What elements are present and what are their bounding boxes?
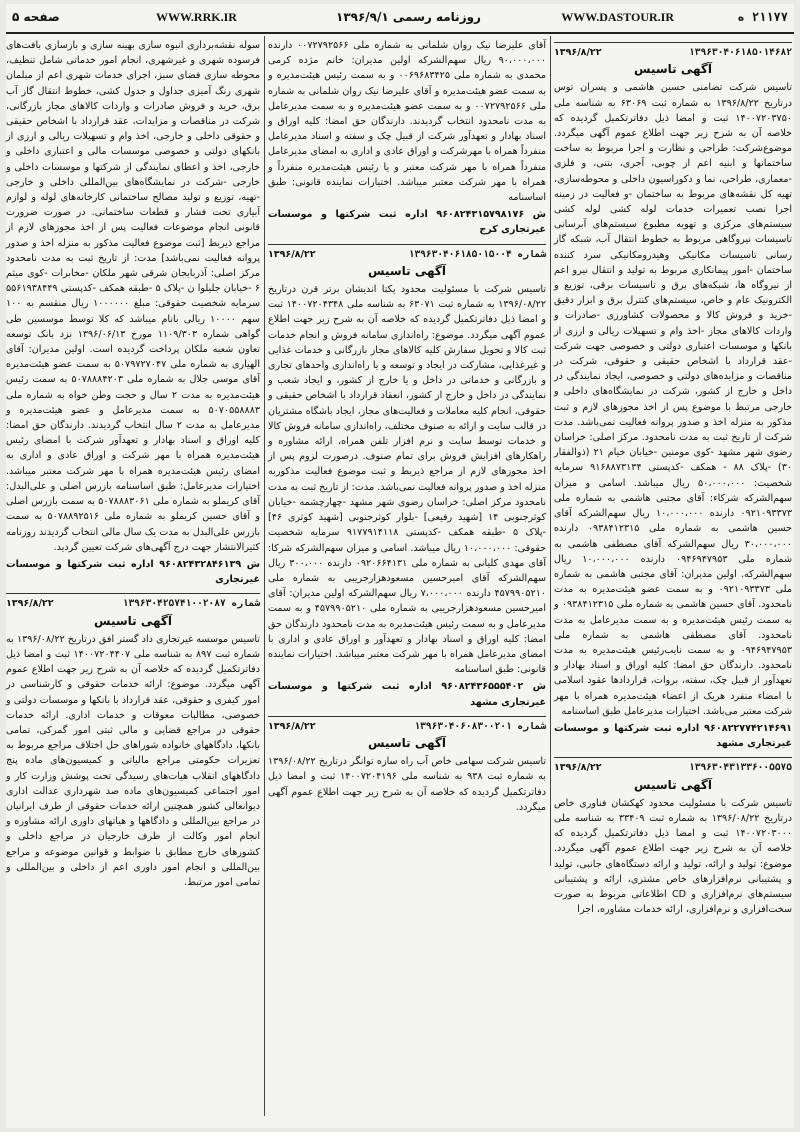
site-link-dastour[interactable]: WWW.DASTOUR.IR xyxy=(561,10,674,24)
page-number: صفحه ۵ xyxy=(12,10,60,24)
column-divider xyxy=(550,36,551,866)
page-header xyxy=(6,4,794,34)
announcement-footer: ش ۹۶۰۸۲۴۳۶۵۵۵۴۰۲ اداره ثبت شرکتها و موسسات غیرتجاری مشهد xyxy=(268,681,546,708)
announcement-meta xyxy=(554,42,792,60)
announcement-meta xyxy=(268,244,546,262)
announcement-date: ۱۳۹۶/۸/۲۲ xyxy=(554,47,602,58)
announcement xyxy=(268,244,546,710)
column-middle xyxy=(268,38,546,868)
announcement-footer: ۹۶۰۸۲۲۷۷۴۲۱۴۶۹۱ اداره ثبت شرکتها و موسسات غیرتجاری مشهد xyxy=(554,722,792,750)
announcement-footer: ش ۹۶۰۸۲۴۳۲۸۴۶۱۳۹ اداره ثبت شرکتها و موسسات غیرتجاری xyxy=(6,558,260,586)
announcement-title: آگهی تاسیس xyxy=(93,613,172,628)
announcement-date: ۱۳۹۶/۸/۲۲ xyxy=(268,720,316,732)
announcement-meta xyxy=(554,757,792,775)
announcement xyxy=(6,38,260,587)
registry-number: شماره ۱۳۹۶۳۰۴۰۶۰۸۳۰۰۲۰۱ xyxy=(414,720,546,732)
announcement-title: آگهی تاسیس xyxy=(633,62,712,77)
registry-number: شماره ۱۳۹۶۳۰۴۲۵۷۴۱۰۰۲۰۸۷ xyxy=(122,598,260,610)
announcement xyxy=(268,716,546,815)
registry-number: شماره ۱۳۹۶۳۰۴۰۶۱۸۵۰۱۵۰۰۴ xyxy=(408,248,546,260)
announcement-title: آگهی تاسیس xyxy=(367,263,446,278)
announcement-body: تاسیس شرکت با مسئولیت محدود یکتا اندیشان برتر قرن درتاریخ ۱۳۹۶/۰۸/۲۲ به شماره ثبت ۶۳۰۷۱ به شناسه ملی ۱۴۰۰۷۲۰۴۳۴۸ ثبت و امضا ذیل دفاترتکمیل گردیده که خلاصه آن به شرح زیر جهت اطلاع عموم آگهی میگردد. موضوع: راه‌اندازی سامانه فروش و انجام خدمات ثبت کالا و تحویل سفارش کلیه کالاهای مجاز بازرگانی و خدمات غذایی و غیرغذایی، مشارکت در ایجاد و توسعه و یا راه‌اندازی واحدهای تجاری و بازرگانی و خدماتی در داخل و یا خارج از کشور، و ایجاد شعب و نمایندگی در داخل و خارج از کشور، انعقاد قرارداد با اشخاص حقیقی و حقوقی، انجام کلیه معاملات و فعالیت‌های مجاز، ایجاد باشگاه مشتریان در قالب سایت و ارائه به صنوف مختلف، راه‌اندازی سامانه فروش کالا و خدمات توسط سایت و نرم افزار تلفن همراه، ارائه مشاوره و راهکارهای افزایش فروش برای تمام صنوف. درصورت لزوم پس از اخذ مجوزهای لازم از مراجع ذیربط و ثبت موضوع فعالیت مذکوربه منزله اخذ و صدور پروانه فعالیت نمی‌باشد. مدت: از تاریخ ثبت به مدت نامحدود مرکز اصلی: خراسان رضوی شهر مشهد -چهارچشمه -خیابان کوثرجنوبی ۱۴ [شهید رفیعی] -بلوار کوثرجنوبی [شهید کوثری ۴۶] -پلاک ۵ -طبقه همکف -کدپستی ۹۱۷۷۹۱۴۱۱۸ سرمایه شخصیت حقوقی: ۱۰،۰۰۰،۰۰۰ ریال میباشد. اسامی و میزان سهم‌الشرکه شرکا: آقای مهدی کلیانی به شماره ملی ۰۹۲۰۶۶۴۱۳۱ دارنده ۳۰۰،۰۰۰ ریال سهم‌الشرکه آقای امیرحسین مسعودهزارجریبی به شماره ملی ۴۵۷۹۹۰۵۲۱۰ دارنده ۷،۰۰۰،۰۰۰ ریال سهم‌الشرکه اولین مدیران: آقای امیرحسین مسعودهزارجریبی به شماره ملی ۴۵۷۹۹۰۵۲۱۰ و به سمت مدیرعامل و به سمت رئیس هیئت‌مدیره به مدت نامحدود دارندگان حق امضا: کلیه اوراق و اسناد بهادار و تعهدآور و اوراق عادی و اداری با امضای مدیرعامل همراه با مهر شرکت معتبر میباشد. اختیارات نماینده قانونی: طبق اساسنامه xyxy=(268,284,547,676)
announcement-title: آگهی تاسیس xyxy=(367,735,446,750)
announcement-body: تاسیس شرکت با مسئولیت محدود کهکشان فناوری خاص درتاریخ ۱۳۹۶/۰۸/۲۲ به شماره ثبت ۳۳۴۰۹ به شناسه ملی ۱۴۰۰۷۲۰۳۰۰۰ ثبت و امضا ذیل دفاترتکمیل گردیده که خلاصه آن به شرح زیر جهت اطلاع عموم آگهی میگردد. موضوع: تولید و ارائه، تولید و ارائه دستگاه‌های جانبی، تولید و پشتیبانی نرم‌افزارهای خاص مشتری، ارائه و پشتیبانی سیستم‌های نرم‌افزاری و CD اطلاعاتی مربوط به صورت سخت‌افزاری و نرم‌افزاری، ارائه خدمات مشاوره، اجرا xyxy=(554,797,792,916)
registry-number: ۱۳۹۶۳۰۴۳۱۳۳۶۰۰۵۵۷۵ xyxy=(689,762,792,774)
newspaper-page xyxy=(6,4,794,1128)
column-divider xyxy=(264,36,265,1116)
announcement-title: آگهی تاسیس xyxy=(633,777,712,792)
announcement xyxy=(6,593,260,890)
announcement-body: تاسیس شرکت تضامنی حسین هاشمی و پسران توس درتاریخ ۱۳۹۶/۸/۲۲ به شماره ثبت ۶۳۰۶۹ به شناسه ملی ۱۴۰۰۷۲۰۳۷۵۰ ثبت و امضا ذیل دفاترتکمیل گردیده که خلاصه آن به شرح زیر جهت اطلاع عموم آگهی میگردد. موضوع‌شرکت: طراحی و نظارت و اجرا مربوط به ساخت ساختمانها و ابنیه اعم از چوبی، آجری، بتنی، و فلزی -معماری، طراحی، نما و دکوراسیون داخلی و محوطه‌سازی، تهیه کل نقشه‌های مربوط به ساختمان -و فعالیت در زمینه اجرا نصب تعمیرات خدمات لوله کشی لوله کشی سیستم‌های مرکزی و تهویه مطبوع سیستم‌های آبرسانی تاسیسات نیروگاهی مربوط به خطوط انتقال آب، شبکه گاز رسانی تاسیسات مکانیکی وهیدرومکانیکی سرد کننده ساختمان -امور پیمانکاری مربوط به تولید و انتقال نیرو اعم از نیروگاه ها، شبکه‌های برق و تاسیسات برقی، توزیع و الکترونیک عام و خاص، سیستم‌های کنترل برق و ابزار دقیق -خرید و فروش کالا و محصولات کشاورزی -صادرات و واردات کالاهای مجاز -اخذ وام و تسهیلات ریالی و ارزی از بانکها و موسسات اعتباری دولتی و خصوصی جهت شرکت -عقد قرارداد با اشخاص حقیقی و حقوقی، شرکت در مناقصات و مزایده‌های دولتی و خصوصی، ایجاد نمایندگی در داخل و خارج از کشور، شرکت در نمایشگاه‌های داخلی و خارجی مرتبط با موضوع پس از اخذ مجوزهای لازم و ثبت مذکور به منزله اخذ و صدور پروانه فعالیت نمی‌باشد. مدت شرکت از تاریخ ثبت به مدت نامحدود. مرکز اصلی: خراسان رضوی شهر مشهد -کوی مومنین -خیابان خیام ۲۱ (ذوالفقار ۳۰) -پلاک ۸۸ - همکف -کدپستی ۹۱۶۸۸۷۳۱۳۴ سرمایه شخصیت: ۵۰،۰۰۰،۰۰۰ ریال میباشد. اسامی و میزان سهم‌الشرکه شرکاء: آقای مجتبی هاشمی به شماره ملی ۰۹۲۱۰۹۳۳۷۳ دارنده ۱۰،۰۰۰،۰۰۰ ریال سهم‌الشرکه آقای حسین هاشمی به شماره ملی ۰۹۳۸۴۱۲۳۱۵ دارنده ۳۰،۰۰۰،۰۰۰ ریال سهم‌الشرکه آقای مصطفی هاشمی به شماره ملی ۰۹۴۶۹۴۷۹۵۳ دارنده ۱۰،۰۰۰،۰۰۰ ریال سهم‌الشرکه. اولین مدیران: آقای مجتبی هاشمی به شماره ملی ۰۹۲۱۰۹۳۳۷۳ و به سمت عضو هیئت‌مدیره به مدت نامحدود. آقای حسین هاشمی به شماره ملی ۰۹۳۸۴۱۲۳۱۵ و به سمت رئیس هیئت‌مدیره و به سمت مدیرعامل به مدت نامحدود. آقای مصطفی هاشمی به شماره ملی ۰۹۴۶۹۴۷۹۵۳ و به سمت نایب‌رئیس هیئت‌مدیره به مدت نامحدود. دارندگان حق امضا: کلیه اوراق و اسناد بهادار و تعهدآور از قبیل چک، سفته، بروات، قراردادها عقود اسلامی با امضاء منفرد هریک از اعضاء هیئت‌مدیره همراه با مهر شرکت معتبر می‌باشد. اختیارات مدیرعامل طبق اساسنامه xyxy=(554,82,793,717)
announcement xyxy=(554,42,792,751)
column-right xyxy=(554,38,793,916)
registry-number: ۱۳۹۶۳۰۴۰۶۱۸۵۰۱۴۶۸۲ xyxy=(689,47,792,58)
announcement-footer: ش ۹۶۰۸۲۴۳۱۵۷۹۸۱۷۶ اداره ثبت شرکتها و موسسات غیرتجاری کرج xyxy=(268,209,546,236)
column-left xyxy=(6,38,260,1118)
announcement-body: سوله نقشه‌برداری انبوه سازی بهینه سازی و بازسازی بافت‌های فرسوده شهری و غیرشهری، انجام امور خدماتی شامل تنظیف، محوطه سازی فضای سبز، اجرای خدمات شهری اعم از مبلمان شهری رنگ آمیزی جداول و جدول کشی، خطوط انتقال گاز آب برق، خرید و فروش صادرات و واردات کالاهای مجاز بازرگانی، شرکت در مناقصات و مزایدات، عقد قرارداد با اشخاص حقیقی و حقوقی داخلی و خارجی، اخذ وام و تسهیلات ریالی و ارزی از بانکهای دولتی و خصوصی موسسات مالی و اعتباری داخلی و خارجی، اخذ و اعطای نمایندگی از شرکتها و موسسات داخلی و خارجی -شرکت در نمایشگاه‌های بین‌المللی داخلی و خارجی -تهیه، توزیع و تولید مصالح ساختمانی کارخانه‌های لوله و لوازم آبیاری تحت فشار و قطعات ساختمانی. در صورت ضرورت قانونی انجام موضوعات فعالیت پس از اخذ مجوزهای لازم از مراجع ذیربط [ثبت موضوع فعالیت مذکور به منزله اخذ و صدور پروانه فعالیت نمی‌باشد] مدت: از تاریخ ثبت به مدت نامحدود مرکز اصلی: آذربایجان شرقی شهر ملکان -مخابرات -کوی میثم ۶ -خیابان جلیلوا ن -پلاک ۵ -طبقه همکف -کدپستی ۵۵۶۱۹۳۸۴۴۹ سرمایه شخصیت حقوقی: مبلغ ۱۰۰۰۰۰۰ ریال منقسم به ۱۰۰ سهم ۱۰۰۰۰ ریالی بانام میباشد که کلا توسط موسسین طی گواهی شماره ۱۱۰۹/۳۰۳ مورخ ۱۳۹۶/۰۶/۱۳ نزد بانک توسعه تعاون شعبه ملکان پرداخت گردیده است. اولین مدیران: آقای الهیاری به شماره ملی ۵۰۷۹۷۲۷۰۴۷ به سمت عضو هیئت‌مدیره آقای موسی جلال به شماره ملی ۵۰۷۸۸۸۴۲۰۳ به سمت رئیس هیئت‌مدیره به مدت ۲ سال و حجت وطن خواه به شماره ملی ۵۰۷۰۵۵۸۸۸۳ به سمت مدیرعامل و عضو هیئت‌مدیره و مدیرعامل به مدت ۲ سال انتخاب گردیدند. دارندگان حق امضا: کلیه اوراق و اسناد بهادار و تعهدآور شرکت با امضای رئیس هیئت‌مدیره همراه با مهر شرکت و اوراق عادی و اداری به امضای رئیس هیئت‌مدیره همراه با مهر شرکت معتبر میباشد. اختیارات مدیرعامل: طبق اساسنامه بازرس اصلی و علی‌البدل: آقای کریملو به شماره ملی ۵۰۷۸۸۸۳۰۶۱ به سمت بازرس اصلی و آقای حسین کریملو به شماره ملی ۵۰۷۸۸۹۲۵۱۶ به سمت بازرس علی‌البدل به مدت یک سال مالی انتخاب گردیدند روزنامه کثیرالانتشار جهت درج آگهی‌های شرکت تعیین گردید. xyxy=(6,40,261,553)
paper-title: روزنامه رسمی ۱۳۹۶/۹/۱ xyxy=(336,10,481,24)
announcement-meta xyxy=(6,593,260,611)
site-link-rrk[interactable]: WWW.RRK.IR xyxy=(156,10,237,24)
announcement-body: تاسیس شرکت سهامی خاص آب راه سازه توانگر درتاریخ ۱۳۹۶/۰۸/۲۲ به شماره ثبت ۹۳۸ به شناسه ملی ۱۴۰۰۷۲۰۴۱۹۶ ثبت و امضا ذیل دفاترتکمیل گردیده که خلاصه آن به شرح زیر جهت اطلاع عموم آگهی میگردد. xyxy=(268,756,546,813)
announcement-body: تاسیس موسسه غیرتجاری داد گستر افق درتاریخ ۱۳۹۶/۰۸/۲۲ به شماره ثبت ۸۹۷ به شناسه ملی ۱۴۰۰۷۲۰۴۴۰۷ ثبت و امضا ذیل دفاترتکمیل گردیده که خلاصه آن به شرح زیر جهت اطلاع عموم آگهی میگردد. موضوع: ارائه خدمات حقوقی و کارشناسی در امور کیفری و حقوقی، عقد قرارداد با بانکها و موسسات دولتی و خصوصی، مطالبات معوقات و خدمات اداری. ارائه خدمات حقوقی در مراجع قضایی و مالی ثبتی امور گمرکی، تمامی بانکها، دادگاههای خانواده شوراهای حل اختلاف مراجع مربوط به تعزیرات حکومتی مراجع مالیاتی و کمیسیون‌های ماده پنج دادگاههای انقلاب هیات‌های رسیدگی تحت پوشش وزارت کار و امور اجتماعی کمیسیون‌های ماده صد شهرداری عدالت اداری دیوانعالی کشور همچنین ارائه خدمات حقوقی از طرف ایرانیان در مراجع بین‌المللی و دادگاهها و هیاتهای داوری ارائه مشاوره و انجام امور وکالت از طرف خارجیان در مراجع داخلی و کشورهای خارج مطابق با ضوابط و قوانین موضوعه و مراجع بین‌المللی و انجام امور داوری اعم از داخلی و بین‌المللی و تمامی امور مرتبط. xyxy=(6,633,260,888)
announcement-meta xyxy=(268,716,546,734)
issue-number: ۲۱۱۷۷ ه xyxy=(737,10,788,24)
announcement-date: ۱۳۹۶/۸/۲۲ xyxy=(6,598,54,610)
announcement-body: آقای علیرضا نیک روان شلمانی به شماره ملی ۰۰۷۲۷۹۲۵۶۶ دارنده ۹۰،۰۰۰،۰۰۰ ریال سهم‌الشرکه اولین مدیران: خانم مژده کرمی محمدی به شماره ملی ۰۰۶۹۶۸۳۴۲۵ و به سمت رئیس هیئت‌مدیره و به سمت عضو هیئت‌مدیره و آقای علیرضا نیک روان شلمانی به شماره ملی ۰۰۷۲۷۹۲۵۶۶ و به سمت عضو هیئت‌مدیره و به سمت مدیرعامل به مدت نامحدود انتخاب گردیدند. دارندگان حق امضا: کلیه اوراق و اسناد بهادار و تعهدآور شرکت از قبیل چک و سفته و اسناد مدیرعامل منفرداً همراه با مهرشرکت و اوراق عادی و اداری به امضای مدیرعامل منفرداً همراه با مهر شرکت معتبر و یا رئیس هیئت‌مدیره منفرداً و همراه با مهر شرکت معتبر میباشد. اختیارات نماینده قانونی: طبق اساسنامه xyxy=(268,40,547,204)
announcement-date: ۱۳۹۶/۸/۲۲ xyxy=(554,762,602,774)
announcement xyxy=(554,757,792,917)
announcement xyxy=(268,38,546,238)
announcement-date: ۱۳۹۶/۸/۲۲ xyxy=(268,248,316,260)
